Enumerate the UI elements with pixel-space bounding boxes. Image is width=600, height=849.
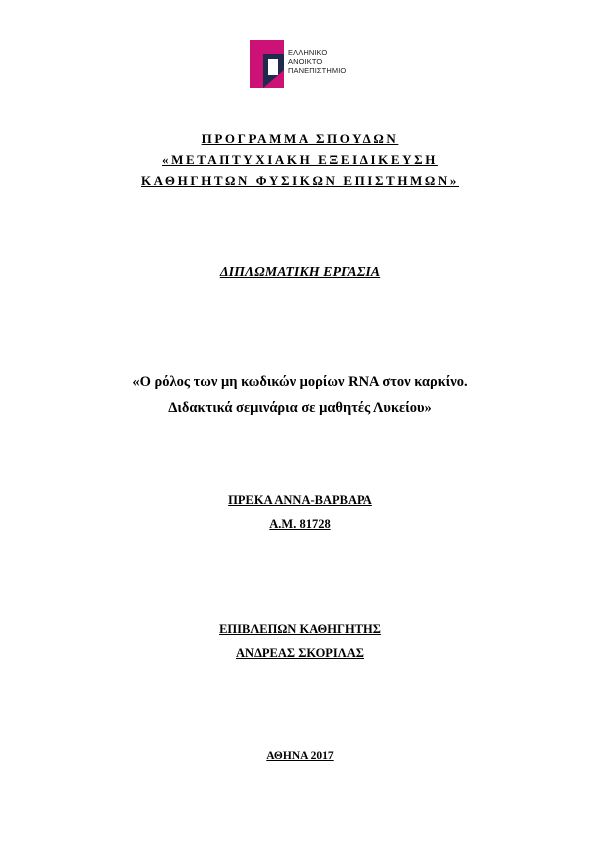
- university-name: [288, 48, 346, 75]
- author-name: ΠΡΕΚΑ ΑΝΝΑ-ΒΑΡΒΑΡΑ: [228, 493, 372, 507]
- title-line-2: Διδακτικά σεμινάρια σε μαθητές Λυκείου»: [168, 400, 432, 416]
- university-logo: [250, 40, 360, 90]
- logo-line-3: ΠΑΝΕΠΙΣΤΗΜΙΟ: [288, 66, 347, 75]
- supervisor-name: ΑΝΔΡΕΑΣ ΣΚΟΡΙΛΑΣ: [236, 646, 364, 660]
- university-logo-icon: [250, 40, 284, 88]
- thesis-type: ΔΙΠΛΩΜΑΤΙΚΗ ΕΡΓΑΣΙΑ: [219, 265, 381, 280]
- program-heading: [0, 128, 600, 191]
- program-line-2: «ΜΕΤΑΠΤΥΧΙΑΚΗ ΕΞΕΙΔΙΚΕΥΣΗ: [162, 152, 438, 167]
- program-line-3: ΚΑΘΗΓΗΤΩΝ ΦΥΣΙΚΩΝ ΕΠΙΣΤΗΜΩΝ»: [140, 173, 460, 188]
- supervisor-label: ΕΠΙΒΛΕΠΩΝ ΚΑΘΗΓΗΤΗΣ: [219, 622, 381, 636]
- program-line-1: ΠΡΟΓΡΑΜΜΑ ΣΠΟΥΔΩΝ: [201, 131, 399, 146]
- supervisor-block: [0, 617, 600, 665]
- place-date: ΑΘΗΝΑ 2017: [266, 750, 334, 762]
- thesis-title: [0, 369, 600, 421]
- title-line-1: «Ο ρόλος των μη κωδικών μορίων RNA στον καρκίνο.: [132, 374, 468, 390]
- logo-line-1: ΕΛΛΗΝΙΚΟ: [288, 48, 328, 57]
- logo-line-2: ΑΝΟΙΚΤΟ: [288, 57, 323, 66]
- author-block: [0, 488, 600, 536]
- student-id: Α.Μ. 81728: [269, 517, 331, 531]
